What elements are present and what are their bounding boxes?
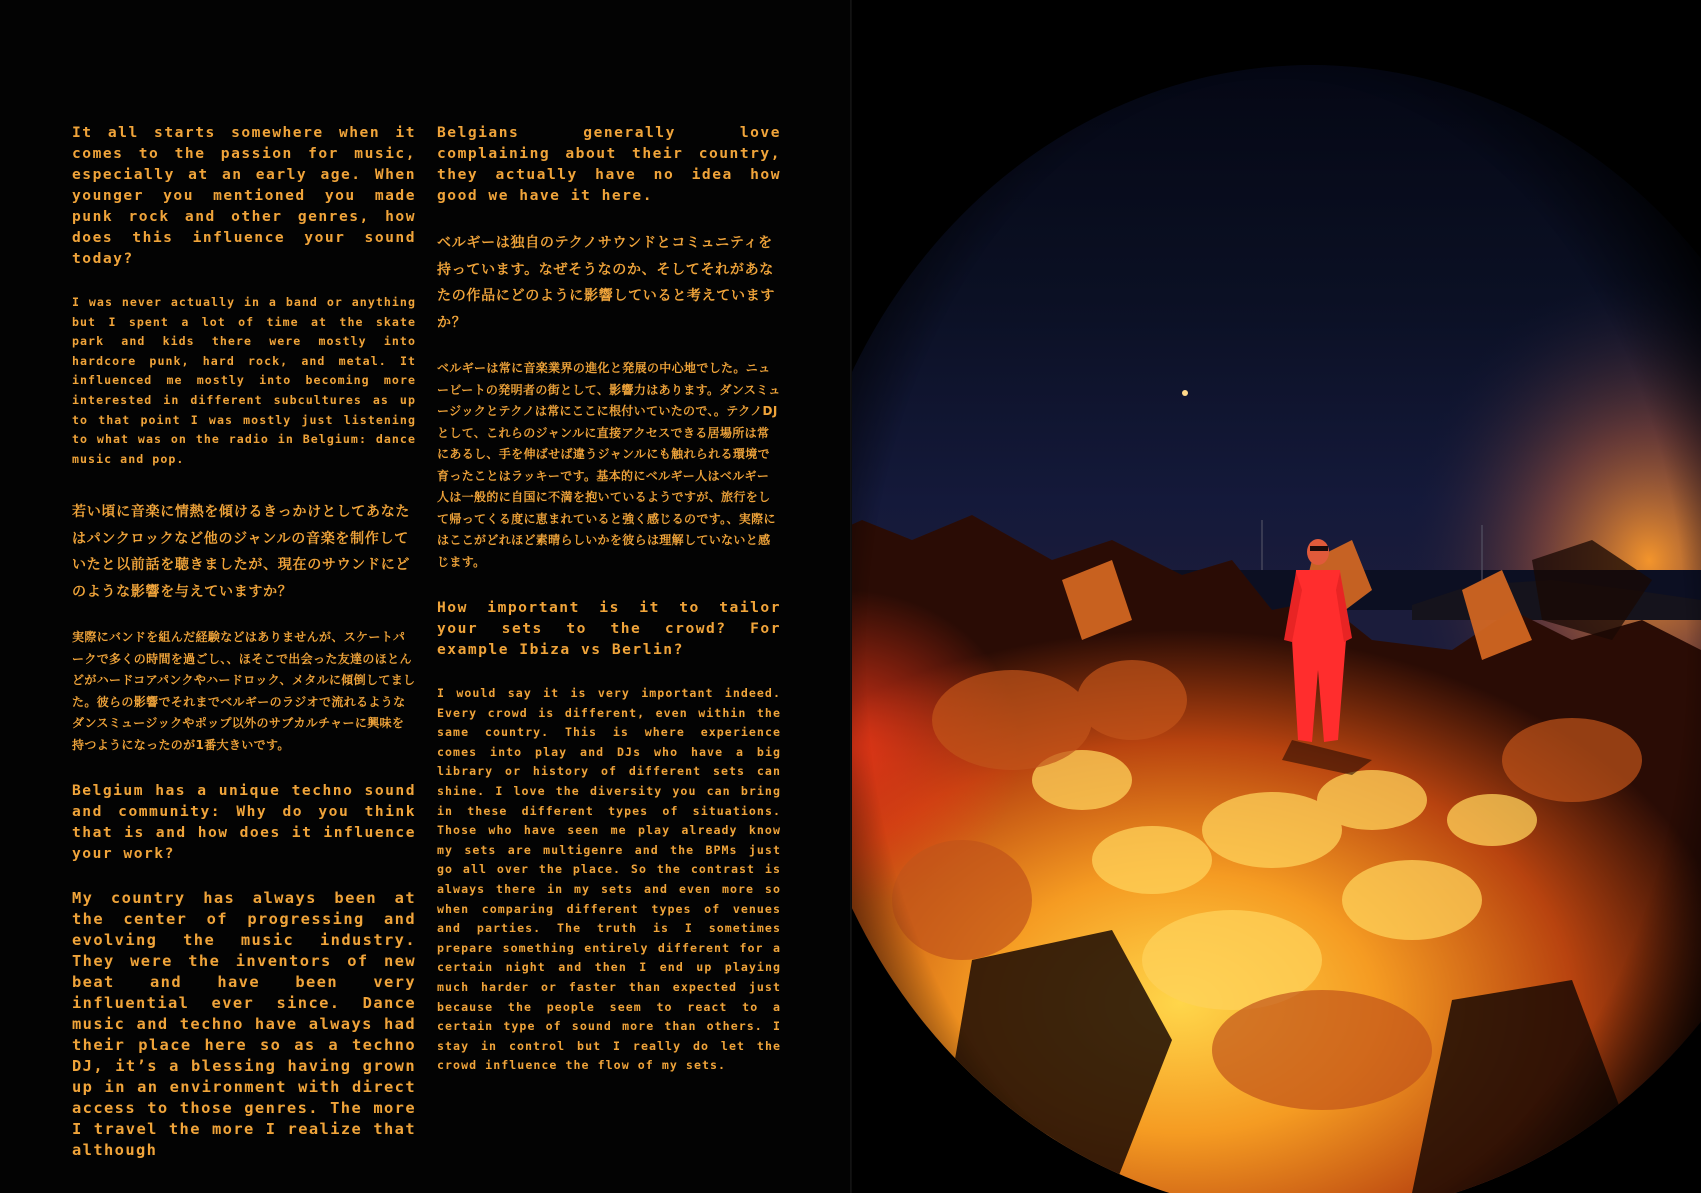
- question-2-japanese: ベルギーは独自のテクノサウンドとコミュニティを持っています。なぜそうなのか、そしてそれがあなたの作品にどのように影響していると考えていますか？: [437, 235, 776, 331]
- right-page: [852, 0, 1701, 1193]
- question-2: Belgium has a unique techno sound and community: Why do you think that is and how does it influence your work?: [72, 782, 416, 863]
- text-column-2: [437, 122, 781, 1106]
- answer-3: I would say it is very important indeed. Every crowd is different, even within the same country. This is where experience comes into play and DJs who have a big library or history of different sets can shine. I love the diversity you can bring in these different types of situations. Those who have seen me play already know my sets are multigenre and the BPMs just go all over the place. So the contrast is always there in my sets and even more so when comparing different types of venues and parties. The truth is I sometimes prepare something entirely different for a certain night and then I end up playing much harder or faster than expected just because the people seem to react to a certain type of sound more than others. I stay in control but I really do let the crowd influence the flow of my sets.: [437, 686, 781, 1073]
- answer-2-japanese: ベルギーは常に音楽業界の進化と発展の中心地でした。ニュービートの発明者の街として、影響力はあります。ダンスミュージックとテクノは常にここに根付いていたので、。テクノDJとして、これらのジャンルに直接アクセスできる居場所は常にあるし、手を伸ばせば違うジャンルにも触れられる環境で育ったことはラッキーです。基本的にベルギー人はベルギー人は一般的に自国に不満を抱いているようですが、旅行をして帰ってくる度に恵まれていると強く感じるのです。、実際にはここがどれほど素晴らしいかを彼らは理解していないと感じます。: [437, 361, 781, 569]
- answer-2-continued: Belgians generally love complaining about their country, they actually have no idea how good we have it here.: [437, 124, 781, 204]
- text-column-1: [72, 122, 416, 1161]
- question-1-japanese: 若い頃に音楽に情熱を傾けるきっかけとしてあなたはパンクロックなど他のジャンルの音楽を制作していたと以前話を聴きましたが、現在のサウンドにどのような影響を与えていますか？: [72, 504, 411, 600]
- photo-dj-on-rocks: [852, 0, 1701, 1193]
- question-1: It all starts somewhere when it comes to the passion for music, especially at an early age. When younger you mentioned you made punk rock and other genres, how does this influence your sound today?: [72, 124, 416, 267]
- answer-1: I was never actually in a band or anything but I spent a lot of time at the skate park and kids there were mostly into hardcore punk, hard rock, and metal. It influenced me mostly into becoming more interested in different subcultures as up to that point I was mostly just listening to what was on the radio in Belgium: dance music and pop.: [72, 295, 416, 466]
- answer-1-japanese: 実際にバンドを組んだ経験などはありませんが、スケートパークで多くの時間を過ごし、、ほそこで出会った友達のほとんどがハードコアパンクやハードロック、メタルに傾倒してました。彼らの影響でそれまでベルギーのラジオで流れるようなダンスミュージックやポップ以外のサブカルチャーに興味を持つようになったのが1番大きいです。: [72, 630, 416, 752]
- answer-2: My country has always been at the center of progressing and evolving the music industry. They were the inventors of new beat and have been very influential ever since. Dance music and techno have always had their place here so as a techno DJ, it’s a blessing having grown up in an environment with direct access to those genres. The more I travel the more I realize that although: [72, 889, 416, 1160]
- left-page: [0, 0, 850, 1193]
- question-3: How important is it to tailor your sets to the crowd? For example Ibiza vs Berlin?: [437, 599, 781, 658]
